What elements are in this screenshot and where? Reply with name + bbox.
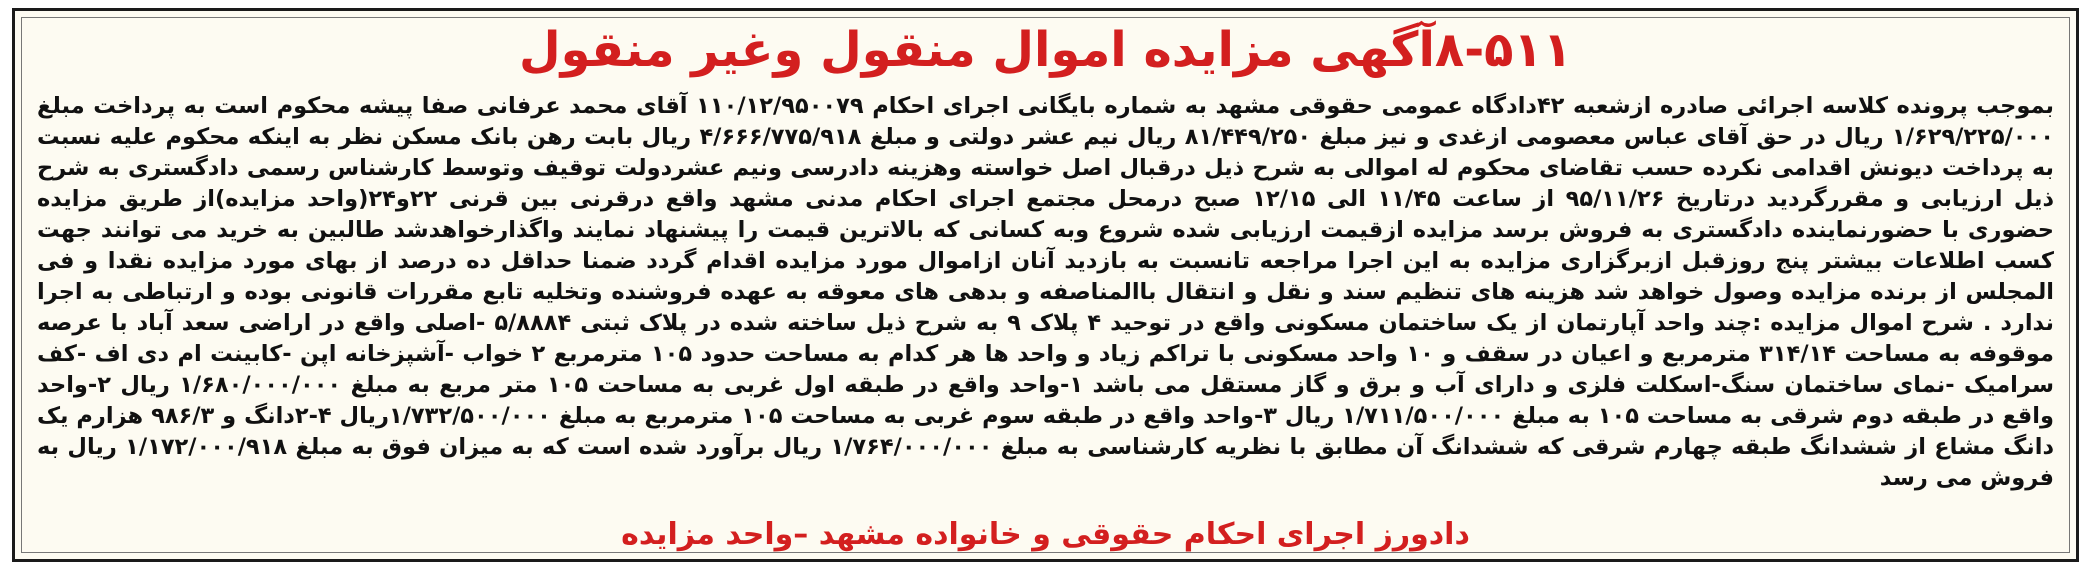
notice-title: ۸-۵۱۱آگهی مزایده اموال منقول وغیر منقول	[518, 22, 1573, 78]
notice-body: بموجب پرونده کلاسه اجرائی صادره ازشعبه ۴۲دادگاه عمومی حقوقی مشهد به شماره بایگانی اجرای احکام ۱۱۰/۱۲/۹۵۰۰۷۹ آقای محمد عرفانی صفا پیشه محکوم است به پرداخت مبلغ ۱/۶۲۹/۲۲۵/۰۰۰ ریال در حق آقای عباس معصومی ازغدی و نیز مبلغ ۸۱/۴۴۹/۲۵۰ ریال نیم عشر دولتی و مبلغ ۴/۶۶۶/۷۷۵/۹۱۸ ریال بابت رهن بانک مسکن نظر به اینکه محکوم علیه نسبت به پرداخت دیونش اقدامی نکرده حسب تقاضای محکوم له اموالی به شرح ذیل درقبال اصل خواسته وهزینه دادرسی ونیم عشردولت توقیف وتوسط کارشناس رسمی دادگستری به شرح ذیل ارزیابی و مقررگردید درتاریخ ۹۵/۱۱/۲۶ از ساعت ۱۱/۴۵ الی ۱۲/۱۵ صبح درمحل مجتمع اجرای احکام مدنی مشهد واقع درقرنی بین قرنی ۲۲و۲۴(واحد مزایده)از طریق مزایده حضوری با حضورنماینده دادگستری به فروش برسد مزایده ازقیمت ارزیابی شده شروع وبه کسانی که بالاترین قیمت را پیشنهاد نمایند واگذارخواهدشد طالبین به خرید می توانند جهت کسب اطلاعات بیشتر پنج روزقبل ازبرگزاری مزایده به این اجرا مراجعه تانسبت به بازدید آنان ازاموال مورد مزایده اقدام گردد ضمنا حداقل ده درصد از بهای مورد مزایده نقدا و فی المجلس از برنده مزایده وصول خواهد شد هزینه های تنظیم سند و نقل و انتقال باالمناصفه و بدهی های معوقه به عهده فروشنده وتخلیه تابع مقررات قانونی بوده و ارتباطی به اجرا ندارد . شرح اموال مزایده :چند واحد آپارتمان از یک ساختمان مسکونی واقع در توحید ۴ پلاک ۹ به شرح ذیل ساخته شده در پلاک ثبتی ۵/۸۸۸۴ -اصلی واقع در اراضی سعد آباد با عرصه موقوفه به مساحت ۳۱۴/۱۴ مترمربع و اعیان در سقف و ۱۰ واحد مسکونی با تراکم زیاد و واحد ها هر کدام به مساحت حدود ۱۰۵ مترمربع ۲ خواب -آشپزخانه اپن -کابینت ام دی اف -کف سرامیک -نمای ساختمان سنگ-اسکلت فلزی و دارای آب و برق و گاز مستقل می باشد ۱-واحد واقع در طبقه اول غربی به مساحت ۱۰۵ متر مربع به مبلغ ۱/۶۸۰/۰۰۰/۰۰۰ ریال ۲-واحد واقع در طبقه دوم شرقی به مساحت ۱۰۵ به مبلغ ۱/۷۱۱/۵۰۰/۰۰۰ ریال ۳-واحد واقع در طبقه سوم غربی به مساحت ۱۰۵ مترمربع به مبلغ ۱/۷۳۲/۵۰۰/۰۰۰ریال ۴-۲دانگ و ۹۸۶/۳ هزارم یک دانگ مشاع از ششدانگ طبقه چهارم شرقی که ششدانگ آن مطابق با نظریه کارشناسی به مبلغ ۱/۷۶۴/۰۰۰/۰۰۰ ریال برآورد شده است که به میزان فوق به مبلغ ۱/۱۷۲/۰۰۰/۹۱۸ ریال به فروش می رسد	[37, 93, 2055, 491]
auction-notice	[12, 8, 2079, 562]
notice-signature: دادورز اجرای احکام حقوقی و خانواده مشهد –واحد مزایده	[621, 517, 1470, 552]
